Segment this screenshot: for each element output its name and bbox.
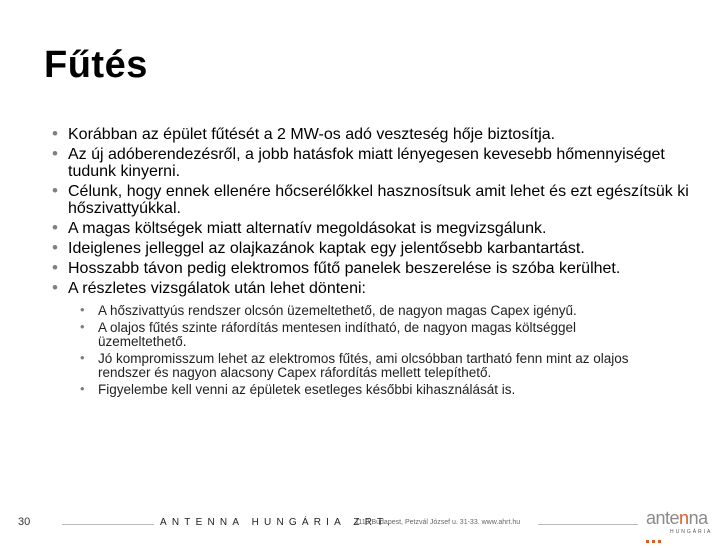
- sub-bullet-text: Jó kompromisszum lehet az elektromos fűtés, ami olcsóbban tartható fenn mint az olajos rendszer és nagyon alacsony Capex ráfordítás mellett telepíthető.: [98, 351, 629, 380]
- company-address: 1119 Budapest, Petzvál József u. 31-33. www.ahrt.hu: [355, 519, 521, 526]
- page-number: 30: [18, 516, 31, 528]
- footer: [0, 508, 720, 540]
- bullet-dot-icon: •: [80, 381, 85, 396]
- sub-bullet-text: A hőszivattyús rendszer olcsón üzemeltethető, de nagyon magas Capex igényű.: [98, 303, 577, 318]
- bullet-text: Az új adóberendezésről, a jobb hatásfok miatt lényegesen kevesebb hőmennyiséget tudunk kinyerni.: [68, 146, 665, 180]
- bullet-dot-icon: •: [52, 218, 58, 237]
- bullet-dot-icon: •: [80, 350, 85, 365]
- logo-dots-icon: [646, 530, 664, 548]
- bullet-dot-icon: •: [52, 238, 58, 257]
- footer-divider: [62, 524, 154, 525]
- bullet-item: [52, 240, 692, 257]
- bullet-text: Hosszabb távon pedig elektromos fűtő panelek beszerelése is szóba kerülhet.: [68, 260, 621, 277]
- sub-bullet-text: A olajos fűtés szinte ráfordítás mentesen indítható, de nagyon magas költséggel üzemeltethető.: [98, 320, 577, 349]
- bullet-dot-icon: •: [80, 302, 85, 317]
- bullet-dot-icon: •: [52, 124, 58, 143]
- antenna-logo: antenna: [646, 508, 708, 528]
- bullet-text: Korábban az épület fűtését a 2 MW-os adó veszteség hője biztosítja.: [68, 126, 556, 143]
- sub-bullet-text: Figyelembe kell venni az épületek esetleges későbbi kihasználását is.: [98, 382, 516, 397]
- sub-bullet-item: [80, 383, 658, 397]
- company-name: ANTENNA HUNGÁRIA ZRT.: [160, 517, 396, 528]
- bullet-item: [52, 126, 692, 143]
- bullet-item: [52, 260, 692, 277]
- bullet-dot-icon: •: [52, 181, 58, 200]
- sub-bullet-list: [52, 304, 692, 397]
- bullet-item: [52, 280, 692, 297]
- bullet-text: A magas költségek miatt alternatív megoldásokat is megvizsgálunk.: [68, 220, 547, 237]
- bullet-item: [52, 146, 692, 180]
- bullet-item: [52, 183, 692, 217]
- bullet-dot-icon: •: [52, 278, 58, 297]
- bullet-list: [52, 126, 692, 400]
- bullet-dot-icon: •: [52, 144, 58, 163]
- footer-divider: [538, 524, 638, 525]
- bullet-text: Célunk, hogy ennek ellenére hőcserélőkkel hasznosítsuk amit lehet és ezt egészítsük ki hőszivattyúkkal.: [68, 183, 689, 217]
- sub-bullet-item: [80, 304, 658, 318]
- sub-bullet-item: [80, 321, 658, 349]
- logo-subtitle: HUNGÁRIA: [670, 529, 713, 535]
- sub-bullet-item: [80, 352, 658, 380]
- bullet-text: Ideiglenes jelleggel az olajkazánok kaptak egy jelentősebb karbantartást.: [68, 240, 585, 257]
- bullet-dot-icon: •: [80, 319, 85, 334]
- bullet-dot-icon: •: [52, 258, 58, 277]
- slide-title: Fűtés: [44, 44, 148, 86]
- bullet-item: [52, 220, 692, 237]
- bullet-text: A részletes vizsgálatok után lehet dönteni:: [68, 280, 366, 297]
